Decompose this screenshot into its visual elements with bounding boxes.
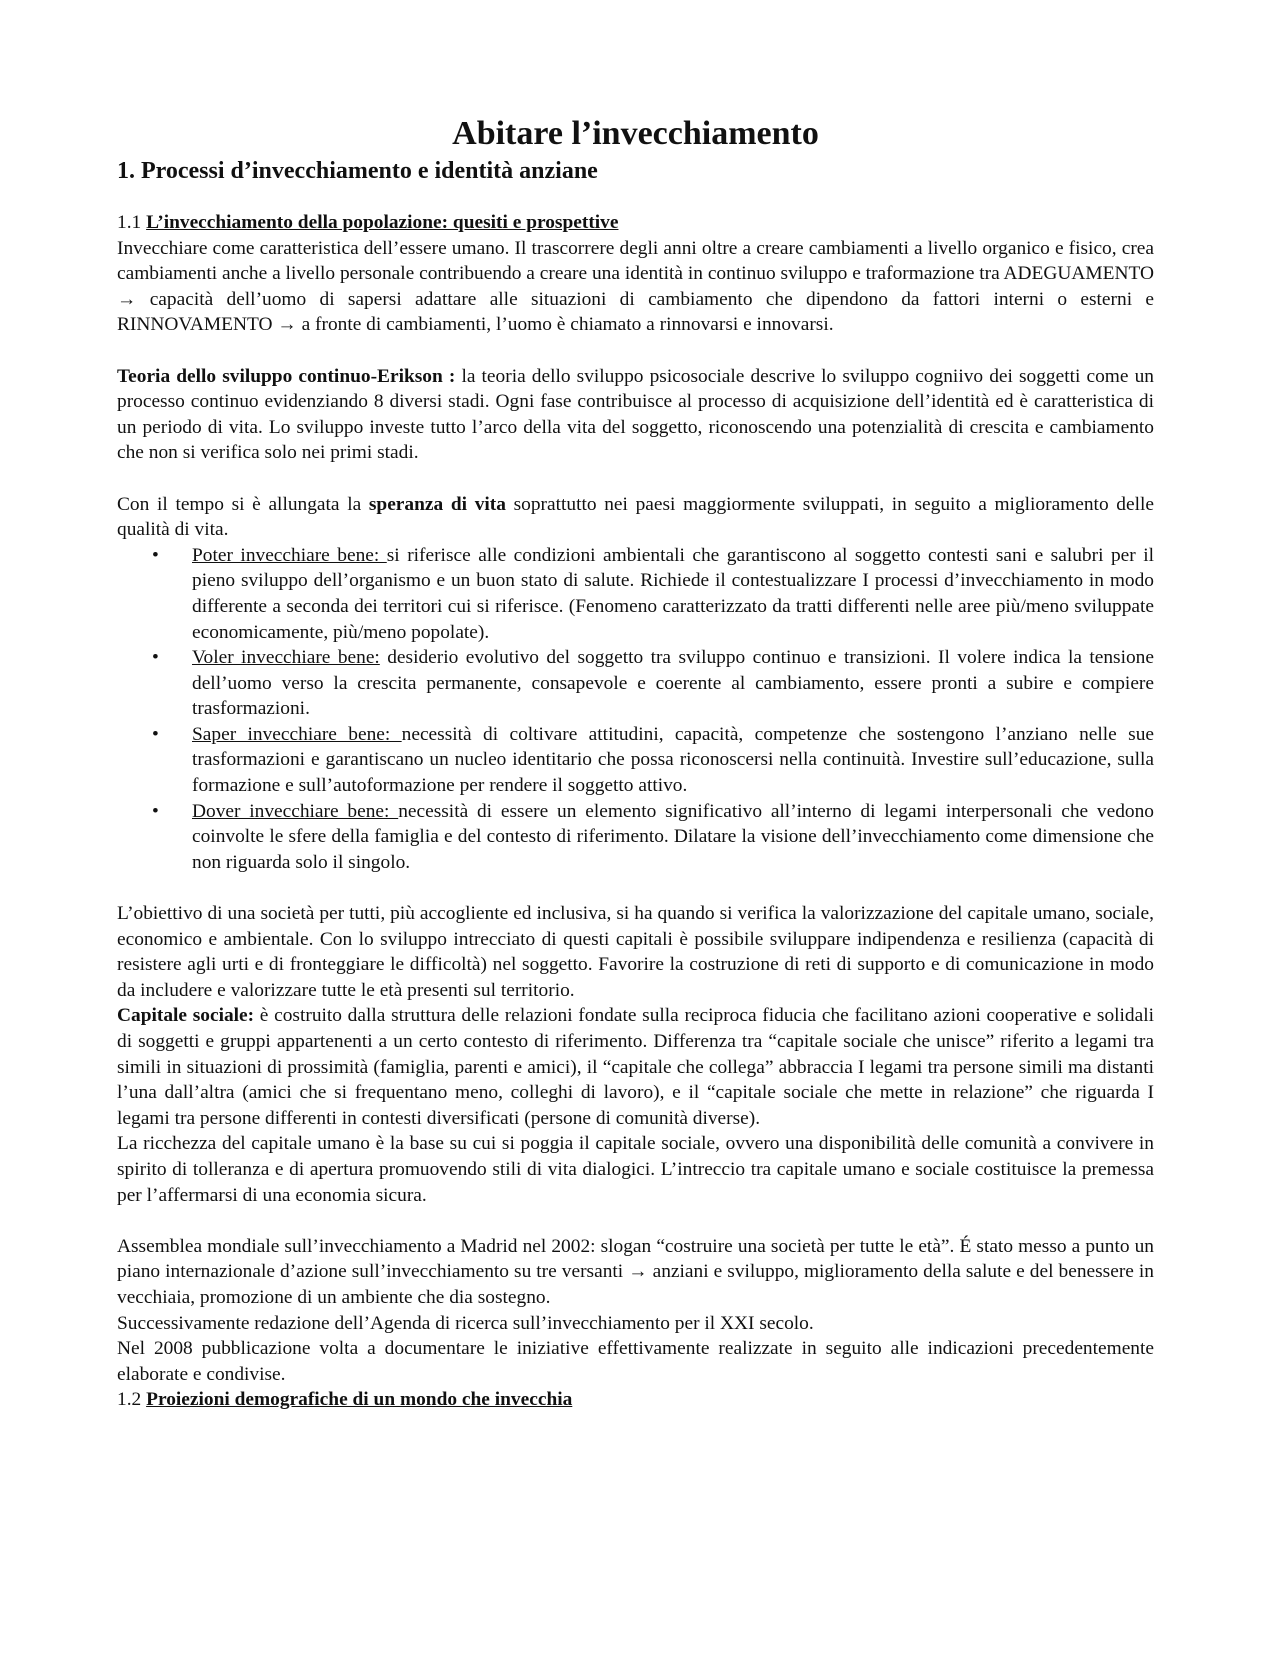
life-expectancy-bold: speranza di vita	[368, 493, 506, 515]
list-item	[152, 645, 1154, 722]
section-heading-1-1	[117, 210, 1154, 236]
section-number: 1.2	[117, 1389, 147, 1411]
intro-paragraph: Invecchiare come caratteristica dell’essere umano. Il trascorrere degli anni oltre a creare cambiamenti a livello organico e fisico, crea cambiamenti anche a livello personale contribuendo a creare una identità in continuo sviluppo e traformazione tra ADEGUAMENTO → capacità dell’uomo di sapersi adattare alle situazioni di cambiamento che dipendono da fattori interni o esterni e RINNOVAMENTO → a fronte di cambiamenti, l’uomo è chiamato a rinnovarsi e innovarsi.	[117, 237, 1154, 336]
life-expectancy-paragraph	[117, 492, 1154, 543]
section-number: 1.1	[117, 212, 147, 233]
erikson-text: la teoria dello sviluppo psicosociale descrive lo sviluppo cogniivo dei soggetti come un processo continuo evidenziando 8 diversi stadi. Ogni fase contribuisce al processo di acquisizione dell’identità ed è caratteristica di un periodo di vita. Lo sviluppo investe tutto l’arco della vita del soggetto, riconoscendo una potenzialità di crescita e cambiamento che non si verifica solo nei primi stadi.	[117, 365, 1154, 464]
bullet-icon: •	[152, 647, 159, 669]
publication-paragraph: Nel 2008 pubblicazione volta a documentare le iniziative effettivamente realizzate in seguito alle indicazioni precedentemente elaborate e condivise.	[117, 1338, 1154, 1385]
bullet-text: necessità di essere un elemento significativo all’interno di legami interpersonali che vedono coinvolte le sfere della famiglia e del contesto di riferimento. Dilatare la visione dell’invecchiamento come dimensione che non riguarda solo il singolo.	[192, 800, 1155, 873]
document-title: Abitare l’invecchiamento	[452, 115, 819, 152]
bullet-label: Poter invecchiare bene:	[192, 544, 387, 566]
chapter-title: 1. Processi d’invecchiamento e identità anziane	[117, 158, 598, 184]
bullet-label: Dover invecchiare bene:	[192, 800, 399, 822]
bullet-text: desiderio evolutivo del soggetto tra sviluppo continuo e transizioni. Il volere indica la tensione dell’uomo verso la crescita permanente, consapevole e coerente al cambiamento, essere pronti a subire e compiere trasformazioni.	[192, 647, 1154, 720]
bullet-icon: •	[152, 800, 159, 822]
bullet-label: Voler invecchiare bene:	[192, 647, 380, 669]
bullet-icon: •	[152, 723, 159, 745]
human-capital-paragraph: La ricchezza del capitale umano è la base su cui si poggia il capitale sociale, ovvero una disponibilità delle comunità a convivere in spirito di tolleranza e di apertura promuovendo stili di vita dialogici. L’intreccio tra capitale umano e sociale costituisce la premessa per l’affermarsi di una economia sicura.	[117, 1133, 1154, 1206]
list-item	[152, 799, 1155, 876]
aging-well-list	[117, 543, 1154, 876]
society-paragraph: L’obiettivo di una società per tutti, più accogliente ed inclusiva, si ha quando si verifica la valorizzazione del capitale umano, sociale, economico e ambientale. Con lo sviluppo intrecciato di questi capitali è possibile sviluppare indipendenza e resilienza (capacità di resistere agli urti e di fronteggiare le difficoltà) nel soggetto. Favorire la costruzione di reti di supporto e di comunicazione in modo da includere e valorizzare tutte le età presenti sul territorio.	[117, 903, 1154, 1001]
life-expectancy-text-before: Con il tempo si è allungata la	[117, 493, 369, 515]
erikson-label: Teoria dello sviluppo continuo-Erikson :	[117, 365, 456, 387]
social-capital-paragraph	[117, 1003, 1154, 1131]
erikson-paragraph	[117, 364, 1154, 466]
bullet-label: Saper invecchiare bene:	[192, 723, 402, 745]
social-capital-label: Capitale sociale:	[117, 1005, 255, 1027]
list-item	[152, 722, 1154, 799]
life-expectancy-text-after: soprattutto nei paesi maggiormente sviluppati, in seguito a miglioramento delle qualità di vita.	[117, 493, 1154, 541]
madrid-paragraph: Assemblea mondiale sull’invecchiamento a Madrid nel 2002: slogan “costruire una società per tutte le età”. É stato messo a punto un piano internazionale d’azione sull’invecchiamento su tre versanti → anziani e sviluppo, miglioramento della salute e del benessere in vecchiaia, promozione di un ambiente che dia sostegno.	[117, 1235, 1154, 1308]
list-item	[152, 543, 1154, 645]
bullet-text: si riferisce alle condizioni ambientali che garantiscono al soggetto contesti sani e salubri per il pieno sviluppo dell’organismo e un buon stato di salute. Richiede il contestualizzare I processi d’invecchiamento in modo differente a seconda dei territori cui si riferisce. (Fenomeno caratterizzato da tratti differenti nelle aree più/meno sviluppate economicamente, più/meno popolate).	[192, 544, 1154, 643]
bullet-text: necessità di coltivare attitudini, capacità, competenze che sostengono l’anziano nelle sue trasformazioni e garantiscano un nucleo identitario che possa riconoscersi nella continuità. Investire sull’educazione, sulla formazione e sull’autoformazione per rendere il soggetto attivo.	[192, 723, 1154, 797]
agenda-line: Successivamente redazione dell’Agenda di ricerca sull’invecchiamento per il XXI secolo.	[117, 1312, 814, 1334]
social-capital-text: è costruito dalla struttura delle relazioni fondate sulla reciproca fiducia che facilitano azioni cooperative e solidali di soggetti e gruppi appartenenti a un certo contesto di riferimento. Differenza tra “capitale sociale che unisce” riferito a legami tra simili in situazioni di prossimità (famiglia, parenti e amici), il “capitale che collega” abbraccia I legami tra persone simili ma distanti l’una dall’altra (amici che si frequentano meno, colleghi di lavoro), e il “capitale sociale che mette in relazione” che riguarda I legami tra persone differenti in contesti diversificati (persone di comunità diverse).	[117, 1005, 1154, 1129]
bullet-icon: •	[152, 544, 159, 566]
section-title: L’invecchiamento della popolazione: quesiti e prospettive	[146, 212, 619, 233]
section-title: Proiezioni demografiche di un mondo che invecchia	[146, 1389, 573, 1411]
section-heading-1-2	[117, 1387, 1154, 1413]
